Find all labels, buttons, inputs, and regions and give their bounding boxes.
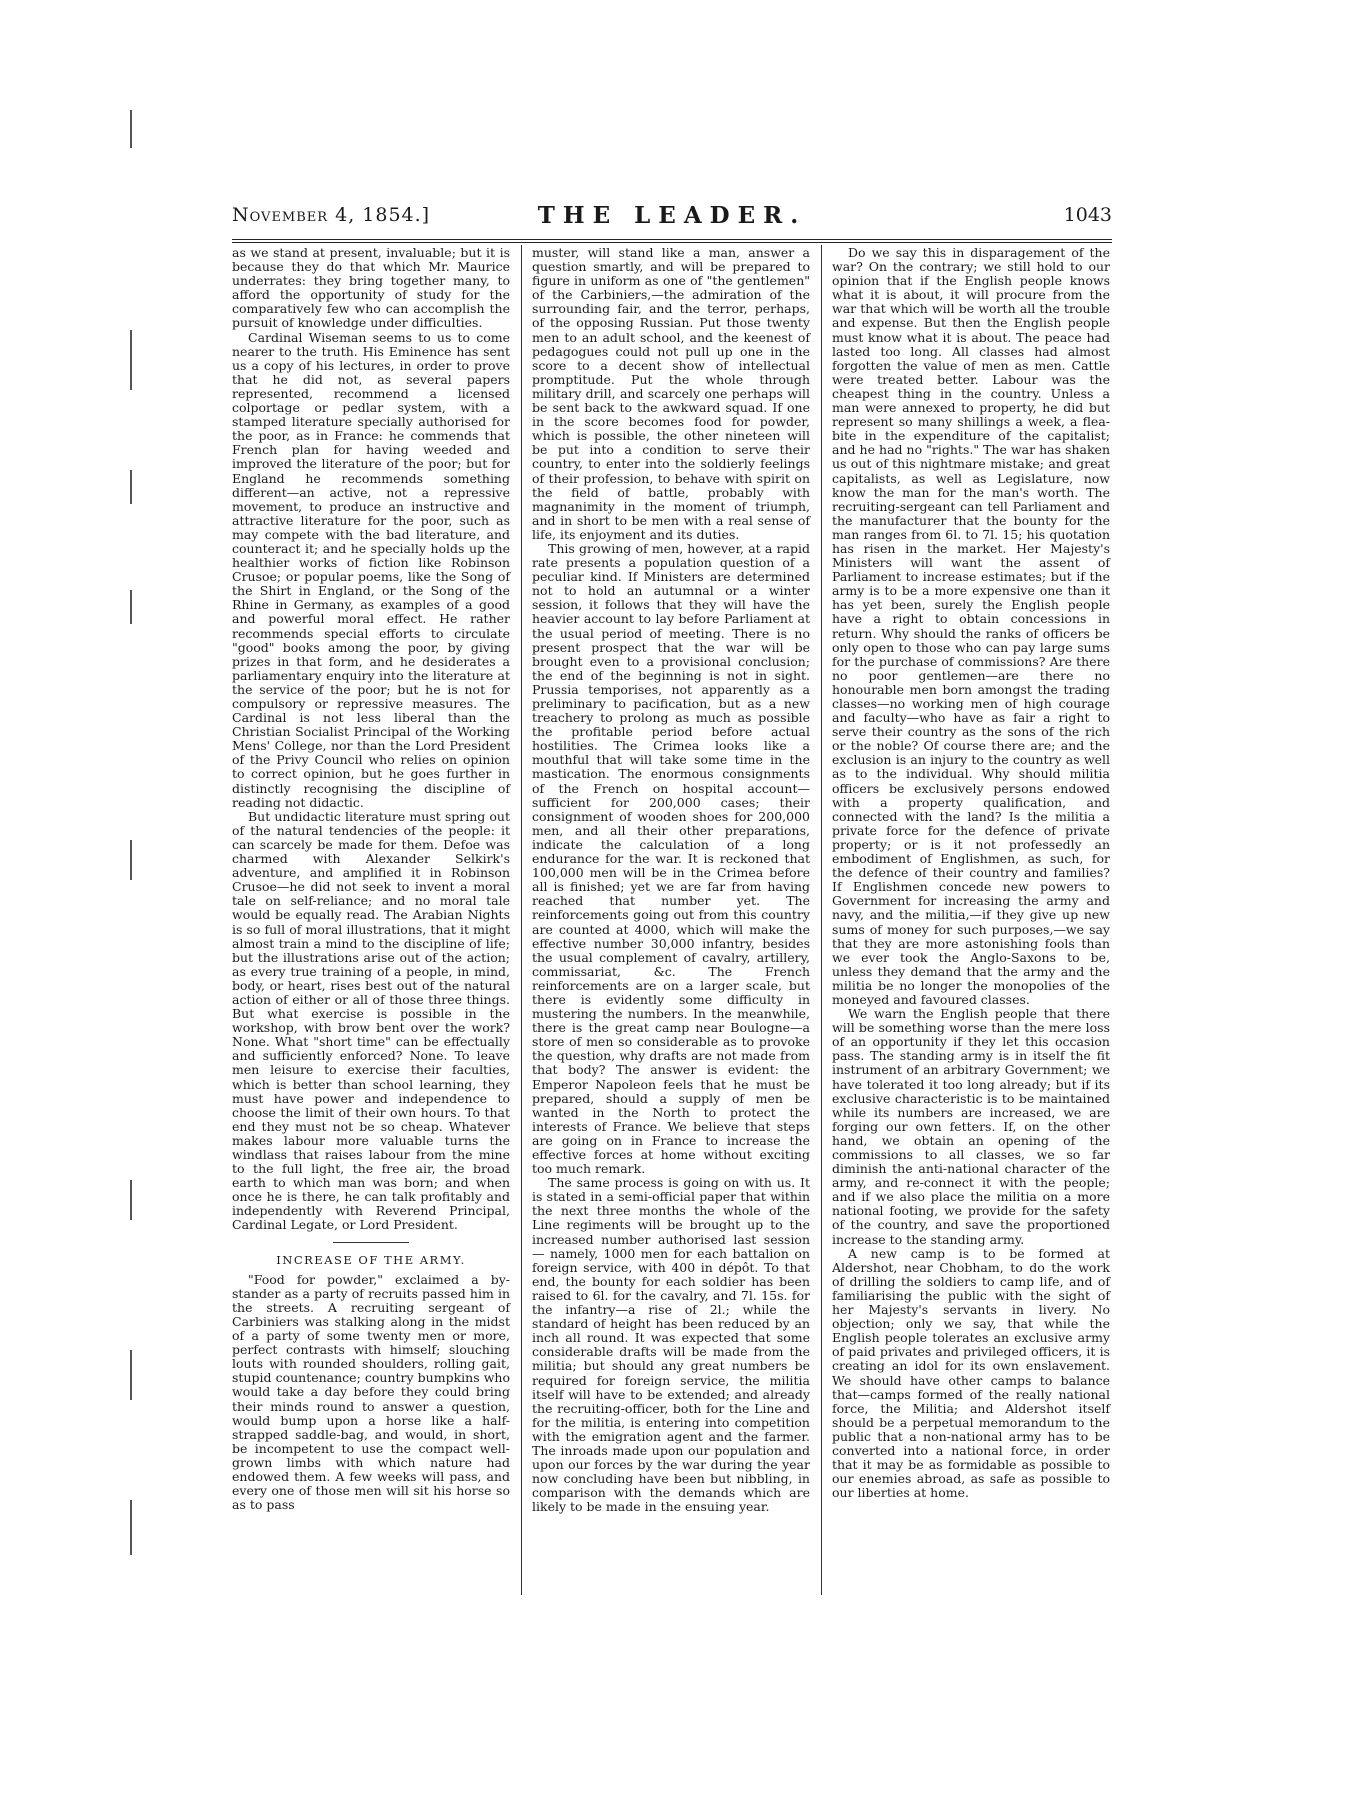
column-2 bbox=[532, 246, 810, 1514]
margin-mark bbox=[130, 330, 132, 390]
section-separator bbox=[333, 1242, 409, 1243]
column-rule bbox=[821, 245, 822, 1595]
paragraph: "Food for powder," exclaimed a by-stander as a party of recruits passed him in the streets. A recruiting sergeant of Carbiniers was stalking along in the midst of a party of some twenty men or more, perfect contrasts with himself; slouching louts with rounded shoulders, rolling gait, stupid countenance; country bumpkins who would take a day before they could bring their minds round to answer a question, would bump upon a horse like a half-strapped saddle-bag, and would, in short, be incompetent to use the compact well-grown limbs with which nature had endowed them. A few weeks will pass, and every one of those men will sit his horse so as to pass bbox=[232, 1271, 510, 1513]
paragraph: We warn the English people that there will be something worse than the mere loss of an opportunity if they let this occasion pass. The standing army is in itself the fit instrument of an arbitrary Government; we have tolerated it too long already; but if its exclusive characteristic is to be maintained while its numbers are increased, we are forging our own fetters. If, on the other hand, we obtain an opening of the commissions to all classes, we so far diminish the anti-national character of the army, and re-connect it with the people; and if we also place the militia on a more national footing, we provide for the safety of the country, and save the proportioned increase to the standing army. bbox=[832, 1006, 1110, 1247]
column-1 bbox=[232, 246, 510, 1512]
masthead bbox=[232, 200, 1112, 236]
paragraph: The same process is going on with us. It is stated in a semi-official paper that within the next three months the whole of the Line regiments will be brought up to the increased number authorised last session — namely, 1000 men for each battalion on foreign service, with 400 in dépôt. To that end, the bounty for each soldier has been raised to 6l. for the cavalry, and 7l. 15s. for the infantry—a rise of 2l.; while the standard of height has been reduced by an inch all round. It was expected that some considerable drafts will be made from the militia; but should any great numbers be required for foreign service, the militia itself will have to be extended; and already the recruiting-officer, both for the Line and for the militia, is entering into competition with the emigration agent and the farmer. The inroads made upon our population and upon our forces by the war during the year now concluding have been but nibbling, in comparison with the demands which are likely to be made in the ensuing year. bbox=[532, 1175, 810, 1515]
issue-date: November 4, 1854.] bbox=[232, 204, 431, 226]
paragraph: But undidactic literature must spring out of the natural tendencies of the people: it can scarcely be made for them. Defoe was charmed with Alexander Selkirk's adventure, and amplified it in Robinson Crusoe—he did not seek to invent a moral tale on self-reliance; and no moral tale would be equally read. The Arabian Nights is so full of moral illustrations, that it might almost train a mind to the discipline of life; but the illustrations arise out of the action; as every true training of a people, in mind, body, or heart, rises best out of the natural action of either or all of those three things. But what exercise is possible in the workshop, with brow bent over the work? None. What "short time" can be effectually and sufficiently enforced? None. To leave men leisure to exercise their faculties, which is better than school learning, they must have power and independence to choose the limit of their own hours. To that end they must not be so cheap. Whatever makes labour more valuable turns the windlass that raises labour from the mine to the full light, the free air, the broad earth to which man was born; and when once he is there, he can talk profitably and independently with Reverend Principal, Cardinal Legate, or Lord President. bbox=[232, 808, 510, 1233]
newspaper-title: THE LEADER. bbox=[537, 202, 807, 229]
margin-mark bbox=[130, 1180, 132, 1220]
paragraph: as we stand at present, invaluable; but it is because they do that which Mr. Maurice underrates: they bring together many, to afford the opportunity of study for the comparatively few who can accomplish the pursuit of knowledge under difficulties. bbox=[232, 245, 510, 331]
column-rule bbox=[521, 245, 522, 1595]
paragraph: This growing of men, however, at a rapid rate presents a population question of a peculiar kind. If Ministers are determined not to hold an autumnal or a winter session, it follows that they will have the heavier account to lay before Parliament at the usual period of meeting. There is no present prospect that the war will be brought even to a provisional conclusion; the end of the beginning is not in sight. Prussia temporises, not apparently as a preliminary to pacification, but as a new treachery to prolong as much as possible the profitable period before actual hostilities. The Crimea looks like a mouthful that will take some time in the mastication. The enormous consignments of the French on hospital account—sufficient for 200,000 cases; their consignment of wooden shoes for 200,000 men, and all their other preparations, indicate the calculation of a long endurance for the war. It is reckoned that 100,000 men will be in the Crimea before all is finished; yet we are far from having reached that number yet. The reinforcements going out from this country are counted at 4000, which will make the effective number 30,000 infantry, besides the usual complement of cavalry, artillery, commissariat, &c. The French reinforcements are on a larger scale, but there is evidently some difficulty in mustering the numbers. In the meanwhile, there is the great camp near Boulogne—a store of men so considerable as to provoke the question, why drafts are not made from that body? The answer is evident: the Emperor Napoleon feels that he must be prepared, should a supply of men be wanted in the North to protect the interests of France. We believe that steps are going on in France to increase the effective forces at home without exciting too much remark. bbox=[532, 540, 810, 1177]
margin-mark bbox=[130, 1500, 132, 1555]
column-3 bbox=[832, 246, 1110, 1500]
masthead-rule bbox=[232, 239, 1112, 243]
margin-mark bbox=[130, 1350, 132, 1400]
margin-mark bbox=[130, 110, 132, 148]
paragraph: A new camp is to be formed at Aldershot, near Chobham, to do the work of drilling the soldiers to camp life, and of familiarising the public with the sight of her Majesty's servants in livery. No objection; only we say, that while the English people tolerates an exclusive army of paid privates and privileged officers, it is creating an idol for its own enslavement. We should have other camps to balance that—camps formed of the really national force, the Militia; and Aldershot itself should be a perpetual memorandum to the public that a non-national army has to be converted into a national force, in order that it may be as formidable as possible to our enemies abroad, as safe as possible to our liberties at home. bbox=[832, 1245, 1110, 1501]
margin-mark bbox=[130, 840, 132, 880]
margin-mark bbox=[130, 590, 132, 624]
paragraph: muster, will stand like a man, answer a question smartly, and will be prepared to figure in uniform as one of "the gentlemen" of the Carbiniers,—the admiration of the surrounding fair, and the terror, perhaps, of the opposing Russian. Put those twenty men to an adult school, and the keenest of pedagogues could not pull up one in the score to a decent show of intellectual promptitude. Put the whole through military drill, and scarcely one perhaps will be sent back to the awkward squad. If one in the score becomes food for powder, which is possible, the other nineteen will be put into a condition to serve their country, to enter into the soldierly feelings of their profession, to behave with spirit on the field of battle, probably with magnanimity in the moment of triumph, and in short to be men with a real sense of life, its enjoyment and its duties. bbox=[532, 245, 810, 542]
paragraph: Cardinal Wiseman seems to us to come nearer to the truth. His Eminence has sent us a copy of his lectures, in order to prove that he did not, as several papers represented, recommend a licensed colportage or pedlar system, with a stamped literature specially authorised for the poor, as in France: he commends that French plan for having weeded and improved the literature of the poor; but for England he recommends something different—an active, not a repressive movement, to produce an instructive and attractive literature for the poor, such as may compete with the bad literature, and counteract it; and he specially holds up the healthier works of fiction like Robinson Crusoe; or popular poems, like the Song of the Shirt in England, or the Song of the Rhine in Germany, as examples of a good and powerful moral effect. He rather recommends special efforts to circulate "good" books among the poor, by giving prizes in that form, and he desiderates a parliamentary enquiry into the literature at the service of the poor; but he is not for compulsory or repressive measures. The Cardinal is not less liberal than the Christian Socialist Principal of the Working Mens' College, nor than the Lord President of the Privy Council who relies on opinion to correct opinion, but he goes further in distinctly recognising the discipline of reading not didactic. bbox=[232, 329, 510, 810]
page-number: 1043 bbox=[1063, 204, 1112, 226]
article-heading: INCREASE OF THE ARMY. bbox=[276, 1252, 466, 1267]
margin-mark bbox=[130, 470, 132, 504]
paragraph: Do we say this in disparagement of the war? On the contrary; we still hold to our opinion that if the English people knows what it is about, it will procure from the war that which will be worth all the trouble and expense. But then the English people must know what it is about. The peace had lasted too long. All classes had almost forgotten the value of men as men. Cattle were treated better. Labour was the cheapest thing in the country. Unless a man were annexed to property, he did but represent so many shillings a week, a flea-bite in the expenditure of the capitalist; and he had no "rights." The war has shaken us out of this nightmare mistake; and great capitalists, as well as Legislature, now know the man for the man's worth. The recruiting-sergeant can tell Parliament and the manufacturer that the bounty for the man ranges from 6l. to 7l. 15; his quotation has risen in the market. Her Majesty's Ministers will want the assent of Parliament to increase estimates; but if the army is to be a more expensive one than it has yet been, surely the English people have a right to obtain concessions in return. Why should the ranks of officers be only open to those who can pay large sums for the purchase of commissions? Are there no poor gentlemen—are there no honourable men born amongst the trading classes—no working men of high courage and faculty—who have as fair a right to serve their country as the sons of the rich or the noble? Of course there are; and the exclusion is an injury to the country as well as to the individual. Why should militia officers be exclusively persons endowed with a property qualification, and connected with the land? Is the militia a private force for the defence of private property; or is it not professedly an embodiment of Englishmen, as such, for the defence of their country and families? If Englishmen concede new powers to Government for increasing the army and navy, and the militia,—if they give up new sums of money for such purposes,—we say that they are more astonishing fools than we ever took the Anglo-Saxons to be, unless they demand that the army and the militia be no longer the monopolies of the moneyed and favoured classes. bbox=[832, 245, 1110, 1007]
